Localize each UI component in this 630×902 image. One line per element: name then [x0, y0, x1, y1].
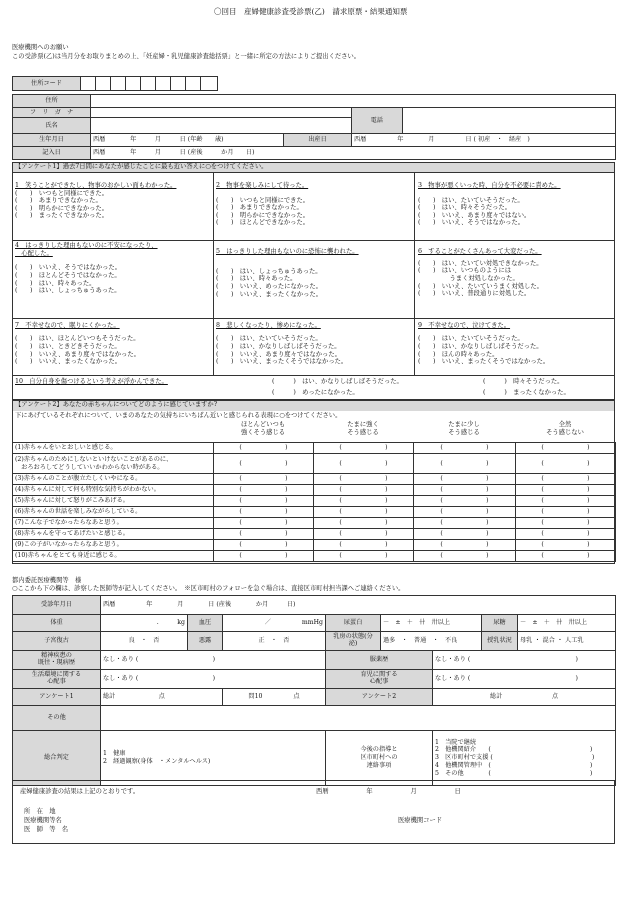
- survey2-table: [12, 442, 616, 562]
- q3-option[interactable]: ( ) いいえ、そうではなかった。: [418, 219, 525, 227]
- recipient: 都内委託医療機関等 様: [12, 577, 82, 584]
- code-digit[interactable]: [96, 77, 111, 91]
- survey2-item: (10)赤ちゃんをとても身近に感じる。: [13, 551, 214, 562]
- survey2-answer-cell[interactable]: ( ): [516, 540, 616, 551]
- q1-text: 1 笑うことができたし、物事のおかしい面もわかった。: [15, 182, 177, 189]
- q8-option[interactable]: ( ) いいえ、あまり度々ではなかった。: [216, 350, 341, 358]
- urine-sugar-label: 尿糖: [482, 615, 518, 632]
- address-label: 所 在 地: [24, 808, 56, 815]
- q10-text: 10 自分自身を傷つけるという考えが浮かんできた。: [15, 378, 168, 385]
- survey2-answer-cell[interactable]: ( ): [516, 443, 616, 454]
- q3-text: 3 物事が悪くいった時、自分を不必要に責めた。: [418, 182, 561, 189]
- survey2-answer-cell[interactable]: ( ): [214, 496, 314, 507]
- q5-option[interactable]: ( ) はい、しょっちゅうあった。: [216, 267, 322, 275]
- survey2-item: (8)赤ちゃんを守ってあげたいと感じる。: [13, 529, 214, 540]
- q4-text: 4 はっきりした理由もないのに不安になったり、: [15, 242, 158, 249]
- q9-option[interactable]: ( ) ほんの時々あった。: [418, 350, 499, 358]
- q2-option[interactable]: ( ) あまりできなかった。: [216, 204, 303, 212]
- other-field[interactable]: [101, 706, 616, 731]
- q9-option[interactable]: ( ) はい、たいていそうだった。: [418, 334, 524, 342]
- survey2-answer-cell[interactable]: ( ): [214, 540, 314, 551]
- survey2-answer-cell[interactable]: ( ): [516, 518, 616, 529]
- name-label: 氏名: [13, 118, 91, 134]
- q3: [418, 182, 561, 227]
- q3-option[interactable]: ( ) いいえ、あまり度々ではない。: [418, 211, 531, 219]
- survey2-answer-cell[interactable]: ( ): [516, 507, 616, 518]
- survey2-answer-cell[interactable]: ( ): [414, 443, 516, 454]
- q2: [216, 182, 309, 227]
- survey2-answer-cell[interactable]: ( ): [314, 540, 414, 551]
- survey2-answer-cell[interactable]: ( ): [414, 551, 516, 562]
- guidance-option[interactable]: 4 他機関管理中 ( ): [435, 761, 593, 769]
- result-date[interactable]: 西暦 年 月 日: [316, 788, 461, 795]
- breast-field[interactable]: 過多 ・ 普通 ・ 不良: [381, 632, 482, 651]
- survey2-answer-cell[interactable]: ( ): [314, 496, 414, 507]
- medication-field[interactable]: なし・あり ( ): [433, 651, 616, 670]
- survey2-col-header: たまに少し そう感じる: [448, 421, 480, 436]
- judgment-option[interactable]: 2 経過観察(身体 ・メンタルヘルス): [103, 758, 211, 765]
- name-field[interactable]: [91, 118, 352, 134]
- survey2-answer-cell[interactable]: ( ): [414, 518, 516, 529]
- q1-option[interactable]: ( ) 明らかにできなかった。: [15, 204, 109, 212]
- survey2-answer-cell[interactable]: ( ): [214, 485, 314, 496]
- parenting-label: 育児に関する 心配事: [326, 670, 433, 689]
- entry-field[interactable]: 西暦 年 月 日 (産後 か月 日): [91, 147, 616, 160]
- survey2-answer-cell[interactable]: ( ): [314, 474, 414, 485]
- urine-protein-field[interactable]: － ± ＋ 卄 卅以上: [381, 615, 482, 632]
- clinic-note: ○ここから下の欄は、診察した医師等が記入してください。 ※区市町村のフォローを急ぐ場合は、直接区市町村担当課へご連絡ください。: [12, 585, 405, 592]
- breast-label: 乳房の状態(分 泌): [326, 632, 381, 651]
- urine-protein-label: 尿蛋白: [326, 615, 381, 632]
- feeding-label: 授乳状況: [482, 632, 518, 651]
- survey2-answer-cell[interactable]: ( ): [214, 551, 314, 562]
- judgment-field[interactable]: [101, 731, 326, 786]
- q4: [15, 242, 158, 295]
- survey2-answer-cell[interactable]: ( ): [516, 485, 616, 496]
- survey2-answer-cell[interactable]: ( ): [314, 454, 414, 474]
- q6-text: 6 することがたくさんあって大変だった。: [418, 248, 542, 255]
- q10-option[interactable]: ( ) まったくなかった。: [483, 389, 570, 396]
- judgment-label: 総合判定: [13, 731, 101, 786]
- q8-option[interactable]: ( ) はい、かなりしばしばそうだった。: [216, 342, 341, 350]
- survey1-title: 【アンケート1】過去7日間にあなたが感じたことに最も近い答えに○をつけてください。: [13, 163, 615, 173]
- survey2-col-header: 全然 そう感じない: [546, 421, 584, 436]
- delivery-field[interactable]: 西暦 年 月 日 ( 初産 ・ 経産 ): [352, 134, 616, 147]
- survey2-answer-cell[interactable]: ( ): [414, 474, 516, 485]
- q6-option[interactable]: ( ) いいえ、普段通りに対処した。: [418, 290, 531, 298]
- survey2-answer-cell[interactable]: ( ): [314, 507, 414, 518]
- survey2-answer-cell[interactable]: ( ): [314, 529, 414, 540]
- guidance-option[interactable]: 3 区市町村で支援 ( ): [435, 754, 595, 762]
- q9-text: 9 不幸せなので、泣けてきた。: [418, 322, 511, 329]
- q6-option[interactable]: ( ) はい、たいてい対処できなかった。: [418, 259, 543, 267]
- q6-option[interactable]: ( ) いいえ、たいていうまく対処した。: [418, 282, 543, 290]
- living-label: 生活環境に関する 心配事: [13, 670, 101, 689]
- survey2-answer-cell[interactable]: ( ): [516, 496, 616, 507]
- code-digit[interactable]: [111, 77, 126, 91]
- survey2-item: (2)赤ちゃんのためにしないといけないことがあるのに、 おろおろしてどうしていいかわからない時がある。: [13, 454, 214, 474]
- entry-label: 記入日: [13, 147, 91, 160]
- q9-option[interactable]: ( ) はい、かなりしばしばそうだった。: [418, 342, 543, 350]
- exam-table: [12, 595, 616, 786]
- q6: [418, 248, 543, 298]
- guidance-option[interactable]: 5 その他 ( ): [435, 769, 593, 777]
- q2-option[interactable]: ( ) ほとんどできなかった。: [216, 219, 310, 227]
- survey2-item: (1)赤ちゃんをいとおしいと感じる。: [13, 443, 214, 454]
- q10-option[interactable]: ( ) めったになかった。: [272, 389, 359, 396]
- bp-field[interactable]: ／ mmHg: [223, 615, 326, 632]
- q9-option[interactable]: ( ) いいえ、まったくそうではなかった。: [418, 358, 550, 366]
- mental-history-field[interactable]: なし・あり ( ): [101, 651, 326, 670]
- survey2-item: (9)この子がいなかったらなあと思う。: [13, 540, 214, 551]
- code-digit[interactable]: [171, 77, 186, 91]
- q3-option[interactable]: ( ) はい、時々そうだった。: [418, 204, 512, 212]
- q3-option[interactable]: ( ) はい、たいていそうだった。: [418, 196, 524, 204]
- survey2-answer-cell[interactable]: ( ): [516, 529, 616, 540]
- survey1-total-field[interactable]: 総計 点: [101, 689, 223, 706]
- survey2-answer-cell[interactable]: ( ): [414, 496, 516, 507]
- survey2-answer-cell[interactable]: ( ): [414, 529, 516, 540]
- address-code-label: 住所コード: [13, 77, 81, 91]
- q4-option[interactable]: ( ) はい、時々あった。: [15, 279, 96, 287]
- other-label: その他: [13, 706, 101, 731]
- q2-option[interactable]: ( ) 明らかにできなかった。: [216, 211, 310, 219]
- q2-option[interactable]: ( ) いつもと同様にできた。: [216, 196, 310, 204]
- feeding-field[interactable]: 母乳 ・ 混合 ・ 人工乳: [518, 632, 616, 651]
- survey2-answer-cell[interactable]: ( ): [414, 507, 516, 518]
- survey2-answer-cell[interactable]: ( ): [214, 474, 314, 485]
- birth-label: 生年月日: [13, 134, 91, 147]
- weight-label: 体重: [13, 615, 101, 632]
- q8: [216, 322, 347, 366]
- survey2-answer-cell[interactable]: ( ): [314, 518, 414, 529]
- code-digit[interactable]: [141, 77, 156, 91]
- survey1-score-label: アンケート1: [13, 689, 101, 706]
- survey2-item: (4)赤ちゃんに対して何も特別な気持ちがわかない。: [13, 485, 214, 496]
- survey2-answer-cell[interactable]: ( ): [414, 454, 516, 474]
- guidance-option[interactable]: 1 当院で継続: [435, 738, 477, 746]
- living-field[interactable]: なし・あり ( ): [101, 670, 326, 689]
- survey2-answer-cell[interactable]: ( ): [214, 507, 314, 518]
- q7-text: 7 不幸せなので、眠りにくかった。: [15, 322, 120, 329]
- q1: [15, 182, 211, 220]
- phone-label: 電話: [352, 108, 402, 133]
- survey2-answer-cell[interactable]: ( ): [414, 485, 516, 496]
- q10-option[interactable]: ( ) 時々そうだった。: [483, 378, 564, 385]
- form-title: 〇回目 産婦健康診査受診票(乙) 請求原票・結果通知票: [214, 7, 408, 16]
- survey2-answer-cell[interactable]: ( ): [214, 454, 314, 474]
- q7: [15, 322, 140, 366]
- survey2-answer-cell[interactable]: ( ): [214, 518, 314, 529]
- q8-text: 8 悲しくなったり、惨めになった。: [216, 322, 321, 329]
- urine-sugar-field[interactable]: － ± ＋ 卄 卅以上: [518, 615, 616, 632]
- lochia-label: 悪露: [188, 632, 223, 651]
- q2-text: 2 物事を楽しみにして待った。: [216, 182, 309, 189]
- survey2-total-field[interactable]: 総計 点: [433, 689, 616, 706]
- judgment-option[interactable]: 1 健康: [103, 749, 126, 757]
- q5-option[interactable]: ( ) はい、時々あった。: [216, 275, 297, 283]
- survey2-answer-cell[interactable]: ( ): [516, 474, 616, 485]
- q7-option[interactable]: ( ) はい、ほとんどいつもそうだった。: [15, 334, 140, 342]
- mental-history-label: 精神疾患の 既往・現病歴: [13, 651, 101, 670]
- q8-option[interactable]: ( ) はい、たいていそうだった。: [216, 334, 322, 342]
- patient-info-table: [12, 94, 616, 160]
- survey2-answer-cell[interactable]: ( ): [214, 529, 314, 540]
- uterus-field[interactable]: 良 ・ 否: [101, 632, 188, 651]
- q4-option[interactable]: ( ) ほとんどそうではなかった。: [15, 272, 121, 280]
- q8-option[interactable]: ( ) いいえ、まったくそうではなかった。: [216, 358, 348, 366]
- furigana-label: フ リ ガ ナ: [13, 108, 91, 118]
- q6-option: うまく対処しなかった。: [418, 275, 519, 283]
- notice-title: 医療機関へのお願い: [12, 44, 69, 51]
- facility-name-label: 医療機関等名: [24, 817, 62, 824]
- delivery-label: 出産日: [284, 134, 352, 147]
- survey2-item: (6)赤ちゃんの世話を楽しみながらしている。: [13, 507, 214, 518]
- survey2-score-label: アンケート2: [326, 689, 433, 706]
- q5: [216, 248, 359, 298]
- survey2-answer-cell[interactable]: ( ): [214, 443, 314, 454]
- exam-date-field[interactable]: 西暦 年 月 日 (産後 か月 日): [101, 596, 616, 615]
- q10-option[interactable]: ( ) はい、かなりしばしばそうだった。: [272, 378, 403, 385]
- survey2-answer-cell[interactable]: ( ): [516, 551, 616, 562]
- code-digit[interactable]: [201, 77, 218, 91]
- survey2-instruction: 下にあげているそれぞれについて、いまのあなたの気持ちにいちばん近いと感じられる表現に○をつけてください。: [15, 412, 342, 419]
- survey2-answer-cell[interactable]: ( ): [516, 454, 616, 474]
- q9: [418, 322, 549, 366]
- furigana-field[interactable]: [91, 108, 352, 118]
- q7-option[interactable]: ( ) いいえ、まったくなかった。: [15, 358, 122, 366]
- survey2-title: 【アンケート2】あなたの赤ちゃんについてどのように感じていますか?: [13, 401, 615, 411]
- parenting-field[interactable]: なし・あり ( ): [433, 670, 616, 689]
- q4-option[interactable]: ( ) いいえ、そうではなかった。: [15, 264, 122, 272]
- code-digit[interactable]: [156, 77, 171, 91]
- q5-text: 5 はっきりした理由もないのに恐怖に襲われた。: [216, 248, 359, 255]
- survey2-answer-cell[interactable]: ( ): [414, 540, 516, 551]
- exam-date-label: 受診年月日: [13, 596, 101, 615]
- survey2-col-header: ほとんどいつも 強くそう感じる: [240, 421, 286, 436]
- address-label: 住所: [13, 95, 91, 108]
- code-digit[interactable]: [81, 77, 96, 91]
- survey2-item: (5)赤ちゃんに対して怒りがこみあげる。: [13, 496, 214, 507]
- survey2-item: (3)赤ちゃんのことが腹立たしくいやになる。: [13, 474, 214, 485]
- q1-option[interactable]: ( ) いつもと同様にできた。: [15, 189, 109, 197]
- survey2-col-header: たまに強く そう感じる: [347, 421, 379, 436]
- q7-option[interactable]: ( ) はい、ときどきそうだった。: [15, 342, 121, 350]
- doctor-name-label: 医 師 等 名: [24, 826, 69, 833]
- phone-field[interactable]: [402, 108, 616, 133]
- survey2-answer-cell[interactable]: ( ): [314, 485, 414, 496]
- guidance-option[interactable]: 2 他機関紹介 ( ): [435, 746, 593, 754]
- result-text: 産婦健康診査の結果は上記のとおりです。: [20, 788, 140, 795]
- q6-option[interactable]: ( ) はい、いつものようには: [418, 267, 512, 275]
- uterus-label: 子宮復古: [13, 632, 101, 651]
- q5-option[interactable]: ( ) いいえ、めったになかった。: [216, 283, 322, 291]
- survey2-answer-cell[interactable]: ( ): [314, 551, 414, 562]
- code-digit[interactable]: [126, 77, 141, 91]
- address-field[interactable]: [91, 95, 616, 108]
- q5-option[interactable]: ( ) いいえ、まったくなかった。: [216, 290, 323, 298]
- code-digit[interactable]: [186, 77, 201, 91]
- weight-field[interactable]: . kg: [101, 615, 188, 632]
- q1-option[interactable]: ( ) まったくできなかった。: [15, 212, 109, 220]
- guidance-field[interactable]: [433, 731, 616, 786]
- q7-option[interactable]: ( ) いいえ、あまり度々ではなかった。: [15, 350, 140, 358]
- birth-field[interactable]: 西暦 年 月 日 (年齢 歳): [91, 134, 284, 147]
- q1-option[interactable]: ( ) あまりできなかった。: [15, 197, 102, 205]
- notice-body: この受診票(乙)は当月分をお取りまとめの上、「妊産婦・乳児健康診査総括票」と一緒に所定の方法によりご提出ください。: [12, 53, 361, 60]
- facility-code-label: 医療機関コード: [398, 817, 443, 824]
- q10-score-field[interactable]: 問10 点: [223, 689, 326, 706]
- q4-option[interactable]: ( ) はい、しょっちゅうあった。: [15, 287, 121, 295]
- survey2-item: (7)こんな子でなかったらなあと思う。: [13, 518, 214, 529]
- bp-label: 血圧: [188, 615, 223, 632]
- guidance-label: 今後の指導と 区市町村への 連絡事項: [326, 731, 433, 786]
- survey2-answer-cell[interactable]: ( ): [314, 443, 414, 454]
- lochia-field[interactable]: 正 ・ 否: [223, 632, 326, 651]
- q4-text-2: 心配した。: [15, 249, 53, 257]
- medication-label: 服薬歴: [326, 651, 433, 670]
- address-code-table: [12, 76, 218, 91]
